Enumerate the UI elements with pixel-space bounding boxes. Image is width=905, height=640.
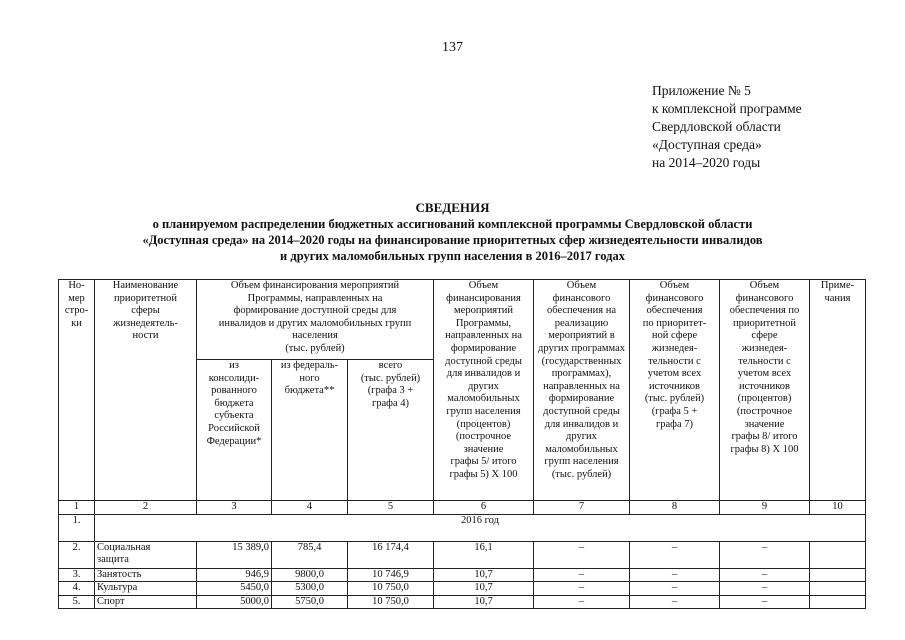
title-heading: СВЕДЕНИЯ: [415, 200, 490, 215]
column-number: 7: [534, 501, 630, 515]
table-row: [59, 595, 866, 609]
appendix-line: Приложение № 5: [652, 83, 751, 98]
section-label: 2016 год: [95, 514, 866, 541]
column-number: 1: [59, 501, 95, 515]
table-row: [59, 541, 866, 568]
header-col-9: Объем финансового обеспечения по приоритетной сфере жизнедея- тельности с учетом всех источников (процентов) (построчное значение графы 8/ итого графы 8) X 100: [720, 280, 810, 501]
sphere-name: Социальная защита: [95, 541, 197, 568]
cell-col-9: –: [720, 568, 810, 582]
sphere-name: Спорт: [95, 595, 197, 609]
cell-col-3: 15 389,0: [197, 541, 272, 568]
header-col-2: Наименование приоритетной сферы жизнедеятель- ности: [95, 280, 197, 501]
column-number: 2: [95, 501, 197, 515]
title-line: о планируемом распределении бюджетных ассигнований комплексной программы Свердловской области: [152, 217, 753, 231]
row-number: 4.: [59, 582, 95, 596]
appendix-block: [652, 82, 802, 172]
page-number: 137: [442, 40, 463, 55]
column-numbers-row: [59, 501, 866, 515]
cell-col-8: –: [630, 541, 720, 568]
appendix-line: на 2014–2020 годы: [652, 155, 761, 170]
cell-col-6: 16,1: [434, 541, 534, 568]
header-col-5: всего (тыс. рублей) (графа 3 + графа 4): [348, 360, 434, 501]
column-number: 8: [630, 501, 720, 515]
header-col-4: из федераль- ного бюджета**: [272, 360, 348, 501]
column-number: 10: [810, 501, 866, 515]
title-line: и других маломобильных групп населения в 2016–2017 годах: [280, 249, 625, 263]
column-number: 9: [720, 501, 810, 515]
row-number: 3.: [59, 568, 95, 582]
row-number: 1.: [59, 514, 95, 541]
column-number: 3: [197, 501, 272, 515]
cell-col-5: 10 746,9: [348, 568, 434, 582]
cell-col-4: 5300,0: [272, 582, 348, 596]
cell-col-6: 10,7: [434, 568, 534, 582]
section-row: [59, 514, 866, 541]
header-col-1: Но- мер стро- ки: [59, 280, 95, 501]
appendix-line: к комплексной программе: [652, 101, 802, 116]
cell-col-9: –: [720, 595, 810, 609]
cell-col-8: –: [630, 582, 720, 596]
table-row: [59, 568, 866, 582]
title-line: «Доступная среда» на 2014–2020 годы на финансирование приоритетных сфер жизнедеятельности инвалидов: [142, 233, 763, 247]
cell-col-4: 9800,0: [272, 568, 348, 582]
sphere-name: Занятость: [95, 568, 197, 582]
cell-col-5: 10 750,0: [348, 582, 434, 596]
header-col-7: Объем финансового обеспечения на реализацию мероприятий в других программах (государственных программах), направленных на формирование доступной среды для инвалидов и других маломобильных групп населения (тыс. рублей): [534, 280, 630, 501]
cell-col-7: –: [534, 595, 630, 609]
header-col-8: Объем финансового обеспечения по приоритет- ной сфере жизнедея- тельности с учетом всех источников (тыс. рублей) (графа 5 + графа 7): [630, 280, 720, 501]
cell-col-8: –: [630, 595, 720, 609]
cell-col-4: 5750,0: [272, 595, 348, 609]
header-col-6: Объем финансирования мероприятий Программы, направленных на формирование доступной среды для инвалидов и других маломобильных групп населения (процентов) (построчное значение графы 5/ итого графы 5) X 100: [434, 280, 534, 501]
cell-col-10: [810, 541, 866, 568]
cell-col-4: 785,4: [272, 541, 348, 568]
cell-col-3: 5000,0: [197, 595, 272, 609]
cell-col-10: [810, 568, 866, 582]
cell-col-6: 10,7: [434, 595, 534, 609]
appendix-line: «Доступная среда»: [652, 137, 762, 152]
cell-col-9: –: [720, 541, 810, 568]
document-title: [60, 200, 845, 264]
table-row: [59, 582, 866, 596]
cell-col-10: [810, 595, 866, 609]
sphere-name: Культура: [95, 582, 197, 596]
header-group-financing: Объем финансирования мероприятий Программы, направленных на формирование доступной среды для инвалидов и других маломобильных групп населения (тыс. рублей): [197, 280, 434, 360]
cell-col-3: 5450,0: [197, 582, 272, 596]
cell-col-7: –: [534, 541, 630, 568]
cell-col-7: –: [534, 582, 630, 596]
cell-col-7: –: [534, 568, 630, 582]
row-number: 2.: [59, 541, 95, 568]
cell-col-6: 10,7: [434, 582, 534, 596]
row-number: 5.: [59, 595, 95, 609]
column-number: 6: [434, 501, 534, 515]
cell-col-3: 946,9: [197, 568, 272, 582]
column-number: 5: [348, 501, 434, 515]
header-col-3: из консолиди- рованного бюджета субъекта Российской Федерации*: [197, 360, 272, 501]
cell-col-5: 16 174,4: [348, 541, 434, 568]
appendix-line: Свердловской области: [652, 119, 781, 134]
cell-col-9: –: [720, 582, 810, 596]
cell-col-10: [810, 582, 866, 596]
header-col-10: Приме- чания: [810, 280, 866, 501]
cell-col-5: 10 750,0: [348, 595, 434, 609]
budget-table: [58, 279, 866, 609]
cell-col-8: –: [630, 568, 720, 582]
column-number: 4: [272, 501, 348, 515]
